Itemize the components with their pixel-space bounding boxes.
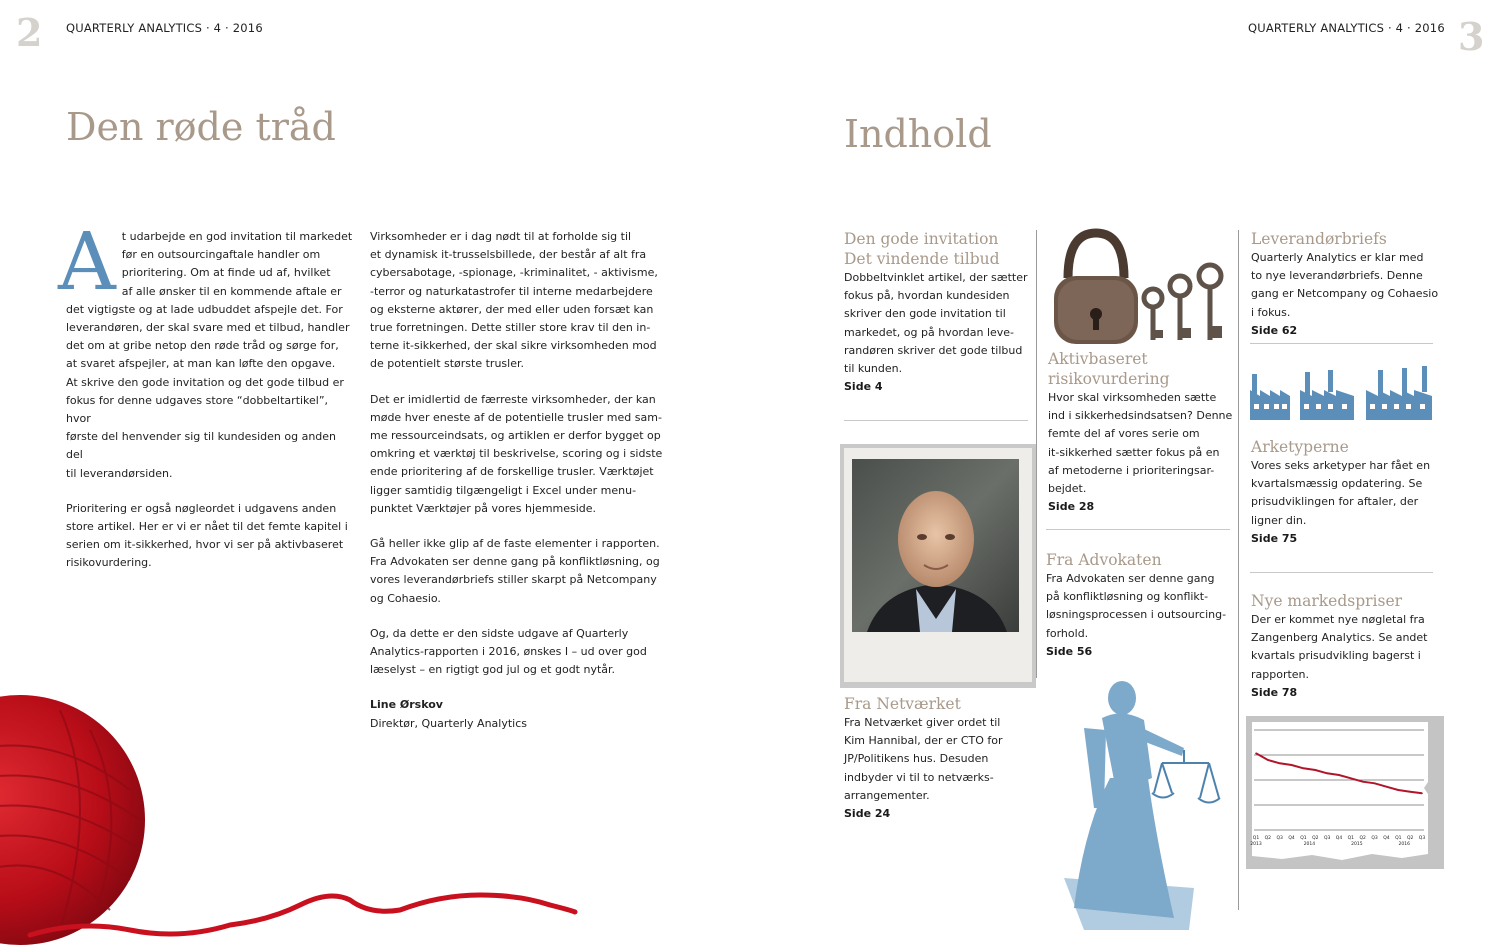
toc-desc-line: Der er kommet nye nøgletal fra xyxy=(1251,613,1425,626)
col2-paragraph-3 xyxy=(370,535,670,608)
chart-point xyxy=(1409,791,1411,793)
toc-desc-line: forhold. xyxy=(1046,626,1089,640)
text-line: t udarbejde en god invitation til markedet xyxy=(121,230,353,243)
chart-x-tick-label: Q3 xyxy=(1323,836,1331,841)
toc-desc-line: kvartals prisudvikling bagerst i xyxy=(1251,649,1421,663)
toc-item-arketyperne[interactable] xyxy=(1251,437,1446,548)
toc-divider xyxy=(844,420,1028,421)
toc-title: Fra Advokaten xyxy=(1046,551,1162,569)
text-line: -terror og naturkatastrofer til interne medarbejdere xyxy=(370,284,653,298)
toc-desc-line: til kunden. xyxy=(844,362,903,376)
price-chart xyxy=(1252,722,1428,862)
chart-point xyxy=(1338,774,1340,776)
text-line: at svaret afspejler, at man kan løfte den opgave. xyxy=(66,357,336,371)
chart-x-tick-label: Q3 xyxy=(1418,836,1426,841)
chart-x-tick-label: Q1 xyxy=(1252,836,1260,841)
page-number-right: 3 xyxy=(1458,14,1485,59)
intro-column-2 xyxy=(370,228,670,733)
toc-desc-line: to nye leverandørbriefs. Denne xyxy=(1251,269,1423,283)
signature-title: Direktør, Quarterly Analytics xyxy=(370,716,528,730)
chart-year-label: 2015 xyxy=(1351,842,1363,847)
toc-divider xyxy=(1250,343,1433,344)
toc-item-leverandorbriefs[interactable] xyxy=(1251,229,1446,340)
text-line: terne it-sikkerhed, der skal sikre virksomheden mod xyxy=(370,339,657,353)
chart-year-label: 2013 xyxy=(1250,842,1262,847)
chart-x-tick-label: Q2 xyxy=(1264,836,1272,841)
text-line: ligger samtidig tilgængeligt i Excel under menu- xyxy=(370,483,637,497)
toc-desc-line: skriver den gode invitation til xyxy=(844,307,1006,321)
toc-desc-line: i fokus. xyxy=(1251,305,1291,319)
chart-point xyxy=(1386,786,1388,788)
yarn-ball-illustration xyxy=(0,680,600,949)
text-line: risikovurdering. xyxy=(66,556,152,570)
text-line: møde hver eneste af de potentielle trusler med sam- xyxy=(370,410,662,424)
toc-desc-line: femte del af vores serie om xyxy=(1048,427,1200,441)
toc-desc-line: ind i sikkerhedsindsatsen? Denne xyxy=(1048,409,1233,423)
toc-page-ref: Side 62 xyxy=(1251,323,1298,337)
page-title-right: Indhold xyxy=(844,112,992,156)
chart-x-tick-label: Q2 xyxy=(1312,836,1319,841)
toc-desc-line: markedet, og på hvordan leve- xyxy=(844,325,1015,339)
chart-point xyxy=(1362,781,1364,783)
toc-desc-line: gang er Netcompany og Cohaesio xyxy=(1251,287,1439,301)
chart-point xyxy=(1350,778,1352,780)
toc-desc-line: rapporten. xyxy=(1251,667,1310,681)
text-line: og Cohaesio. xyxy=(370,591,441,605)
text-line: Og, da dette er den sidste udgave af Quarterly xyxy=(370,626,629,640)
text-line: det vigtigste og at lade udbuddet afspejle det. For xyxy=(66,302,343,316)
toc-desc-line: ligner din. xyxy=(1251,513,1307,527)
toc-desc-line: Dobbeltvinklet artikel, der sætter xyxy=(844,271,1028,284)
chart-year-label: 2014 xyxy=(1303,842,1316,847)
chart-x-tick-label: Q1 xyxy=(1300,836,1307,841)
toc-desc-line: på konfliktløsning og konflikt- xyxy=(1046,590,1209,604)
col1-paragraph-2 xyxy=(66,500,356,573)
signature-name: Line Ørskov xyxy=(370,698,443,712)
justice-statue-illustration xyxy=(1044,668,1224,938)
toc-desc-line: JP/Politikens hus. Desuden xyxy=(844,752,989,766)
chart-x-tick-label: Q4 xyxy=(1383,836,1390,841)
toc-desc-line: indbyder vi til to netværks- xyxy=(844,770,994,784)
toc-title: Den gode invitation xyxy=(844,230,999,248)
page-title-left: Den røde tråd xyxy=(66,105,336,149)
running-head-right: QUARTERLY ANALYTICS · 4 · 2016 xyxy=(1248,21,1445,35)
page-number-left: 2 xyxy=(16,10,43,55)
toc-desc-line: prisudviklingen for aftaler, der xyxy=(1251,495,1419,509)
factory-icons xyxy=(1250,366,1435,422)
toc-page-ref: Side 78 xyxy=(1251,685,1298,699)
chart-x-tick-label: Q3 xyxy=(1371,836,1378,841)
toc-desc-line: kvartalsmæssig opdatering. Se xyxy=(1251,477,1423,491)
toc-item-markedspriser[interactable] xyxy=(1251,591,1446,702)
toc-desc-line: randøren skriver det gode tilbud xyxy=(844,343,1023,357)
text-line: første del henvender sig til kundesiden og anden del xyxy=(66,430,337,462)
text-line: til leverandørsiden. xyxy=(66,466,173,480)
toc-desc-line: Zangenberg Analytics. Se andet xyxy=(1251,631,1428,645)
chart-point xyxy=(1374,783,1376,785)
chart-point xyxy=(1267,759,1269,761)
chart-point xyxy=(1279,763,1281,765)
toc-desc-line: Kim Hannibal, der er CTO for xyxy=(844,734,1003,748)
toc-page-ref: Side 4 xyxy=(844,380,883,394)
toc-desc-line: Fra Netværket giver ordet til xyxy=(844,716,1001,729)
price-chart-frame xyxy=(1246,716,1444,869)
toc-title: Det vindende tilbud xyxy=(844,250,1000,268)
toc-page-ref: Side 24 xyxy=(844,807,891,821)
text-line: det om at gribe netop den røde tråd og sørge for, xyxy=(66,339,339,353)
toc-title: risikovurdering xyxy=(1048,370,1170,388)
text-line: Fra Advokaten ser denne gang på konfliktløsning, og xyxy=(370,555,660,569)
toc-desc-line: Fra Advokaten ser denne gang xyxy=(1046,572,1215,585)
col2-paragraph-1 xyxy=(370,228,670,374)
text-line: serien om it-sikkerhed, hvor vi ser på aktivbaseret xyxy=(66,538,344,552)
chart-x-tick-label: Q3 xyxy=(1276,836,1283,841)
text-line: af alle ønsker til en kommende aftale er xyxy=(121,284,342,298)
portrait-photo xyxy=(852,459,1019,632)
chart-x-tick-label: Q4 xyxy=(1288,836,1295,841)
text-line: prioritering. Om at finde ud af, hvilket xyxy=(121,266,331,280)
toc-title: Leverandørbriefs xyxy=(1251,230,1387,248)
chart-x-tick-label: Q4 xyxy=(1335,836,1343,841)
toc-desc-line: Quarterly Analytics er klar med xyxy=(1251,251,1424,264)
toc-desc-line: it-sikkerhed sætter fokus på en xyxy=(1048,445,1220,459)
text-line: Gå heller ikke glip af de faste elementer i rapporten. xyxy=(370,537,660,551)
chart-x-tick-label: Q2 xyxy=(1359,836,1366,841)
chart-x-tick-label: Q1 xyxy=(1347,836,1355,841)
toc-desc-line: af metoderne i prioriteringsar- xyxy=(1048,463,1215,477)
toc-desc-line: arrangementer. xyxy=(844,788,930,802)
toc-title: Arketyperne xyxy=(1251,438,1349,456)
toc-item-netvaerket[interactable] xyxy=(844,694,1029,823)
toc-title: Aktivbaseret xyxy=(1048,350,1148,368)
toc-item-invitation[interactable] xyxy=(844,229,1029,396)
text-line: At skrive den gode invitation og det gode tilbud er xyxy=(66,375,344,389)
text-line: Analytics-rapporten i 2016, ønskes I – ud over god xyxy=(370,645,647,659)
col2-paragraph-2 xyxy=(370,391,670,518)
text-line: de potentielt største trusler. xyxy=(370,357,524,371)
column-divider xyxy=(1036,230,1037,678)
toc-desc-line: Hvor skal virksomheden sætte xyxy=(1048,391,1217,404)
toc-divider xyxy=(1250,572,1433,573)
text-line: fokus for denne udgaves store “dobbeltartikel”, hvor xyxy=(66,393,329,426)
chart-point xyxy=(1421,793,1423,795)
chart-point xyxy=(1255,753,1257,755)
intro-column-1 xyxy=(58,215,356,573)
text-line: cybersabotage, -spionage, -kriminalitet, - aktivisme, xyxy=(370,266,658,280)
text-line: omkring et værktøj til beskrivelse, scoring og i sidste xyxy=(370,447,663,461)
toc-page-ref: Side 75 xyxy=(1251,531,1298,545)
text-line: og eksterne aktører, der med eller uden forsæt kan xyxy=(370,302,654,316)
text-line: ende prioritering af de forskellige trusler. Værktøjet xyxy=(370,465,654,479)
column-divider xyxy=(1238,230,1239,910)
toc-desc-line: løsningsprocessen i outsourcing- xyxy=(1046,608,1227,622)
text-line: true forretningen. Dette stiller store krav til den in- xyxy=(370,321,651,335)
text-line: Virksomheder er i dag nødt til at forholde sig til xyxy=(370,230,632,243)
text-line: me ressourceindsats, og artiklen er derfor bygget op xyxy=(370,429,661,443)
dropcap-letter: A xyxy=(58,215,116,308)
padlock-keys-image xyxy=(1050,228,1230,346)
chart-x-tick-label: Q2 xyxy=(1406,836,1414,841)
toc-item-aktivbaseret[interactable] xyxy=(1048,349,1233,516)
toc-item-advokaten[interactable] xyxy=(1046,550,1231,661)
chart-year-label: 2016 xyxy=(1398,842,1411,847)
toc-desc-line: Vores seks arketyper har fået en xyxy=(1251,459,1431,472)
chart-point xyxy=(1397,789,1399,791)
toc-desc-line: bejdet. xyxy=(1048,482,1087,496)
col2-paragraph-4 xyxy=(370,625,670,680)
toc-title: Fra Netværket xyxy=(844,695,961,713)
toc-desc-line: fokus på, hvordan kundesiden xyxy=(844,289,1010,303)
toc-page-ref: Side 56 xyxy=(1046,644,1093,658)
text-line: punktet Værktøjer på vores hjemmeside. xyxy=(370,501,597,515)
chart-point xyxy=(1303,768,1305,770)
toc-page-ref: Side 28 xyxy=(1048,500,1095,514)
text-line: Prioritering er også nøgleordet i udgavens anden xyxy=(66,501,337,515)
text-line: Det er imidlertid de færreste virksomheder, der kan xyxy=(370,392,656,406)
text-line: vores leverandørbriefs stiller skarpt på Netcompany xyxy=(370,573,657,587)
text-line: før en outsourcingaftale handler om xyxy=(121,248,321,262)
text-line: et dynamisk it-trusselsbillede, der består af alt fra xyxy=(370,248,647,262)
chart-point xyxy=(1326,773,1328,775)
chart-point xyxy=(1314,769,1316,771)
text-line: leverandøren, der skal svare med et tilbud, handler xyxy=(66,321,350,335)
toc-divider xyxy=(1046,529,1230,530)
text-line: store artikel. Her er vi er nået til det femte kapitel i xyxy=(66,520,348,534)
toc-title: Nye markedspriser xyxy=(1251,592,1403,610)
chart-x-tick-label: Q1 xyxy=(1395,836,1402,841)
portrait-frame xyxy=(840,444,1036,688)
text-line: læselyst – en rigtigt god jul og et godt nytår. xyxy=(370,663,616,677)
running-head-left: QUARTERLY ANALYTICS · 4 · 2016 xyxy=(66,21,263,35)
chart-point xyxy=(1291,764,1293,766)
